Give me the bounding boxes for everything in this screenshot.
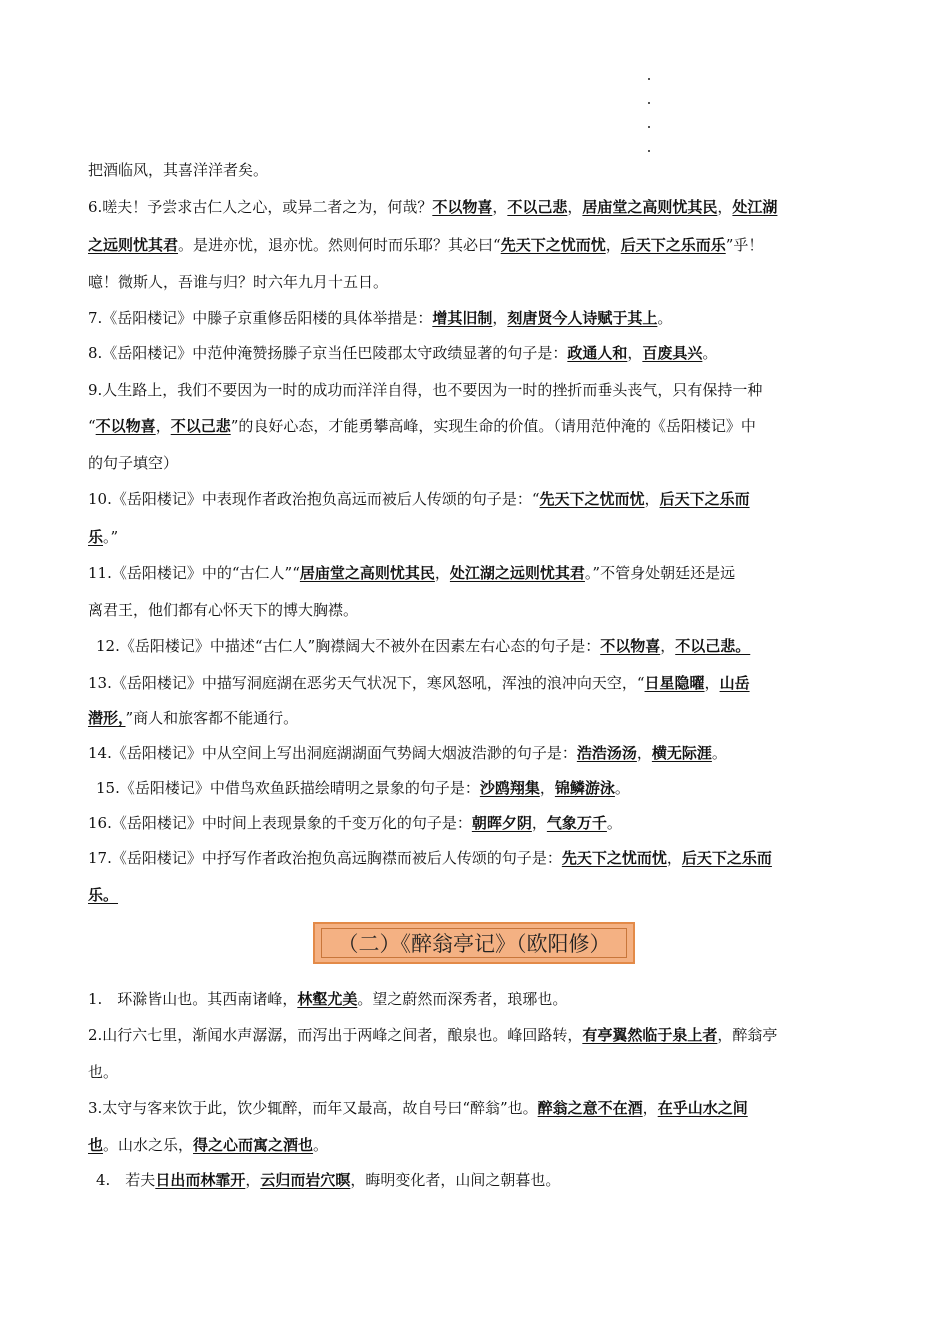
answer-text: 先天下之忧而忧 xyxy=(561,849,667,867)
answer-text: 不以己悲。 xyxy=(675,637,751,655)
answer-text: 后天下之乐而 xyxy=(681,849,772,867)
text-line: 3.太守与客来饮于此，饮少辄醉，而年又最高，故自号曰“醉翁”也。醉翁之意不在酒，在乎山水之间 xyxy=(88,1099,748,1117)
answer-text: 得之心而寓之酒也 xyxy=(193,1136,314,1154)
answer-text: 先天下之忧而忧 xyxy=(500,236,606,254)
answer-text: 也 xyxy=(88,1136,104,1154)
answer-text: 横无际涯 xyxy=(651,744,712,762)
text-line: 16.《岳阳楼记》中时间上表现景象的千变万化的句子是：朝晖夕阴，气象万千。 xyxy=(88,814,622,832)
answer-text: 乐。 xyxy=(88,886,119,904)
text-line: 11.《岳阳楼记》中的“古仁人”“居庙堂之高则忧其民，处江湖之远则忧其君。”不管身处朝廷还是远 xyxy=(88,564,736,582)
answer-text: 气象万千 xyxy=(546,814,607,832)
text-line: 7.《岳阳楼记》中滕子京重修岳阳楼的具体举措是：增其旧制，刻唐贤今人诗赋于其上。 xyxy=(88,309,673,327)
text-line: 也。山水之乐，得之心而寓之酒也。 xyxy=(88,1136,329,1154)
section-heading-box xyxy=(313,922,635,964)
text-line: “不以物喜，不以己悲”的良好心态，才能勇攀高峰，实现生命的价值。（请用范仲淹的《岳阳楼记》中 xyxy=(88,417,756,435)
answer-text: 之远则忧其君 xyxy=(88,236,179,254)
text-line: 17.《岳阳楼记》中抒写作者政治抱负高远胸襟而被后人传颂的句子是：先天下之忧而忧，后天下之乐而 xyxy=(88,849,772,867)
answer-text: 云归而岩穴暝 xyxy=(260,1171,351,1189)
text-line: 的句子填空） xyxy=(88,454,179,472)
text-line: 4. 若夫日出而林霏开，云归而岩穴暝，晦明变化者，山间之朝暮也。 xyxy=(96,1171,561,1189)
text-line: 噫！微斯人，吾谁与归？时六年九月十五日。 xyxy=(88,273,389,291)
answer-text: 日星隐曜 xyxy=(644,674,705,692)
answer-text: 有亭翼然临于泉上者 xyxy=(582,1026,718,1044)
answer-text: 锦鳞游泳 xyxy=(554,779,615,797)
answer-text: 政通人和 xyxy=(567,344,628,362)
answer-text: 日出而林霏开 xyxy=(155,1171,246,1189)
text-line: 13.《岳阳楼记》中描写洞庭湖在恶劣天气状况下，寒风怒吼，浑浊的浪冲向天空，“日星隐曜，山岳 xyxy=(88,674,750,692)
text-line: 1. 环滁皆山也。其西南诸峰，林壑尤美。望之蔚然而深秀者，琅琊也。 xyxy=(88,990,568,1008)
text-line: 6.嗟夫！予尝求古仁人之心，或异二者之为，何哉？不以物喜，不以己悲，居庙堂之高则忧其民，处江湖 xyxy=(88,198,778,216)
text-line: 把酒临风，其喜洋洋者矣。 xyxy=(88,161,269,179)
answer-text: 处江湖之远则忧其君 xyxy=(449,564,585,582)
text-line: 之远则忧其君。是进亦忧，退亦忧。然则何时而乐耶？其必曰“先天下之忧而忧，后天下之乐而乐”乎！ xyxy=(88,236,764,254)
answer-text: 不以物喜 xyxy=(432,198,493,216)
answer-text: 浩浩汤汤 xyxy=(576,744,637,762)
text-line: 12.《岳阳楼记》中描述“古仁人”胸襟阔大不被外在因素左右心态的句子是：不以物喜，不以己悲。 xyxy=(96,637,751,655)
answer-text: 潜形， xyxy=(88,709,126,727)
answer-text: 山岳 xyxy=(719,674,750,692)
answer-text: 先天下之忧而忧 xyxy=(539,490,645,508)
text-line: 14.《岳阳楼记》中从空间上写出洞庭湖湖面气势阔大烟波浩渺的句子是：浩浩汤汤，横无际涯。 xyxy=(88,744,727,762)
answer-text: 不以物喜 xyxy=(600,637,661,655)
answer-text: 刻唐贤今人诗赋于其上 xyxy=(507,309,658,327)
text-line: 10.《岳阳楼记》中表现作者政治抱负高远而被后人传颂的句子是：“先天下之忧而忧，后天下之乐而 xyxy=(88,490,750,508)
text-line: 也。 xyxy=(88,1063,119,1081)
text-line: 8.《岳阳楼记》中范仲淹赞扬滕子京当任巴陵郡太守政绩显著的句子是：政通人和，百废具兴。 xyxy=(88,344,718,362)
text-line: 潜形，”商人和旅客都不能通行。 xyxy=(88,709,299,727)
answer-text: 不以己悲 xyxy=(507,198,568,216)
answer-text: 居庙堂之高则忧其民 xyxy=(299,564,435,582)
answer-text: 在乎山水之间 xyxy=(657,1099,748,1117)
answer-text: 沙鸥翔集 xyxy=(479,779,540,797)
answer-text: 不以物喜 xyxy=(95,417,156,435)
answer-text: 朝晖夕阴 xyxy=(471,814,532,832)
answer-text: 林壑尤美 xyxy=(297,990,358,1008)
answer-text: 后天下之乐而乐 xyxy=(620,236,726,254)
text-line: 2.山行六七里，渐闻水声潺潺，而泻出于两峰之间者，酿泉也。峰回路转，有亭翼然临于泉上者，醉翁亭 xyxy=(88,1026,778,1044)
answer-text: 增其旧制 xyxy=(432,309,493,327)
answer-text: 不以己悲 xyxy=(170,417,231,435)
answer-text: 居庙堂之高则忧其民 xyxy=(582,198,718,216)
answer-text: 乐 xyxy=(88,528,104,546)
text-line: 离君王，他们都有心怀天下的博大胸襟。 xyxy=(88,601,359,619)
text-line: 9.人生路上，我们不要因为一时的成功而洋洋自得，也不要因为一时的挫折而垂头丧气，只有保持一种 xyxy=(88,381,763,399)
answer-text: 百废具兴 xyxy=(642,344,703,362)
answer-text: 醉翁之意不在酒 xyxy=(537,1099,643,1117)
text-line: 乐。” xyxy=(88,528,119,546)
section-heading: （二）《醉翁亭记》（欧阳修） xyxy=(321,928,627,958)
answer-text: 后天下之乐而 xyxy=(659,490,750,508)
text-line xyxy=(88,885,868,905)
answer-text: 处江湖 xyxy=(732,198,778,216)
text-line: 15.《岳阳楼记》中借鸟欢鱼跃描绘晴明之景象的句子是：沙鸥翔集，锦鳞游泳。 xyxy=(96,779,630,797)
